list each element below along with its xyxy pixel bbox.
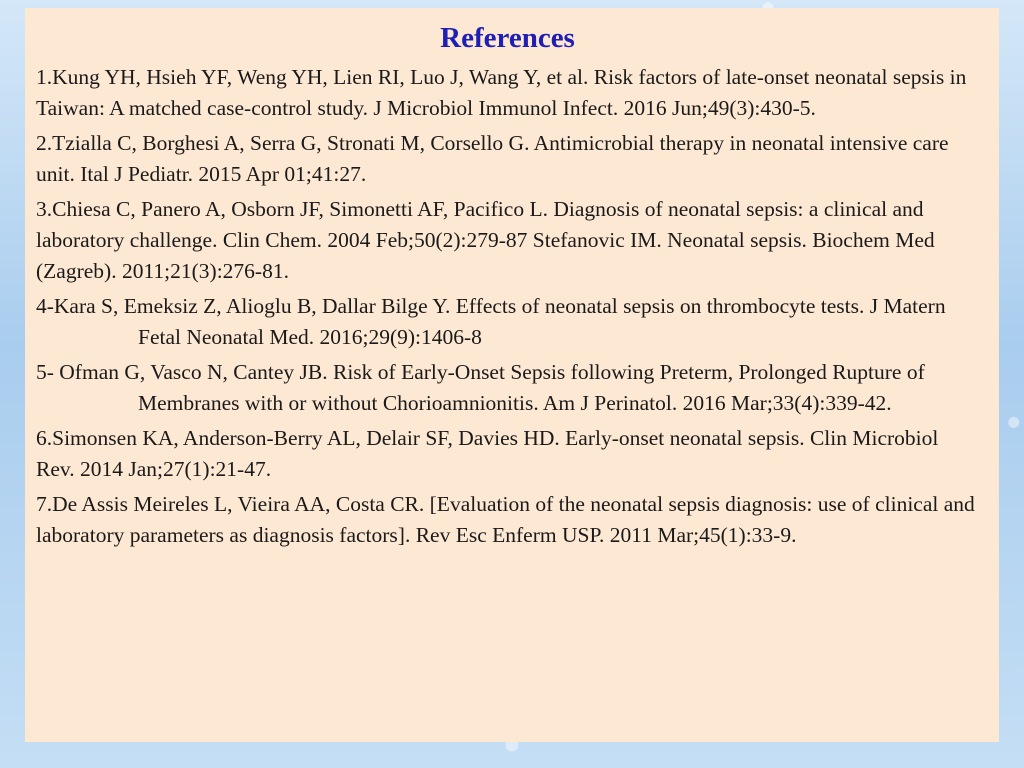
reference-item-4: 4-Kara S, Emeksiz Z, Alioglu B, Dallar Bilge Y. Effects of neonatal sepsis on thrombocyte tests. J Matern Fetal Neonatal Med. 2016;29(9):1406-8	[36, 294, 946, 349]
reference-item-3: 3.Chiesa C, Panero A, Osborn JF, Simonetti AF, Pacifico L. Diagnosis of neonatal sepsis: a clinical and laboratory challenge. Clin Chem. 2004 Feb;50(2):279-87 Stefanovic IM. Neonatal sepsis. Biochem Med (Zagreb). 2011;21(3):276-81.	[36, 197, 935, 283]
reference-item-5: 5- Ofman G, Vasco N, Cantey JB. Risk of Early-Onset Sepsis following Preterm, Prolonged Rupture of Membranes with or without Chorioamnionitis. Am J Perinatol. 2016 Mar;33(4):339-42.	[36, 360, 925, 415]
reference-list	[36, 62, 979, 551]
slide-title: References	[440, 22, 575, 54]
reference-item-6: 6.Simonsen KA, Anderson-Berry AL, Delair SF, Davies HD. Early-onset neonatal sepsis. Clin Microbiol Rev. 2014 Jan;27(1):21-47.	[36, 426, 939, 481]
reference-item-7: 7.De Assis Meireles L, Vieira AA, Costa CR. [Evaluation of the neonatal sepsis diagnosis: use of clinical and laboratory parameters as diagnosis factors]. Rev Esc Enferm USP. 2011 Mar;45(1):33-9.	[36, 492, 975, 547]
reference-item-2: 2.Tzialla C, Borghesi A, Serra G, Stronati M, Corsello G. Antimicrobial therapy in neonatal intensive care unit. Ital J Pediatr. 2015 Apr 01;41:27.	[36, 131, 949, 186]
reference-item-1: 1.Kung YH, Hsieh YF, Weng YH, Lien RI, Luo J, Wang Y, et al. Risk factors of late-onset neonatal sepsis in Taiwan: A matched case-control study. J Microbiol Immunol Infect. 2016 Jun;49(3):430-5.	[36, 65, 967, 120]
slide-panel	[25, 8, 999, 742]
